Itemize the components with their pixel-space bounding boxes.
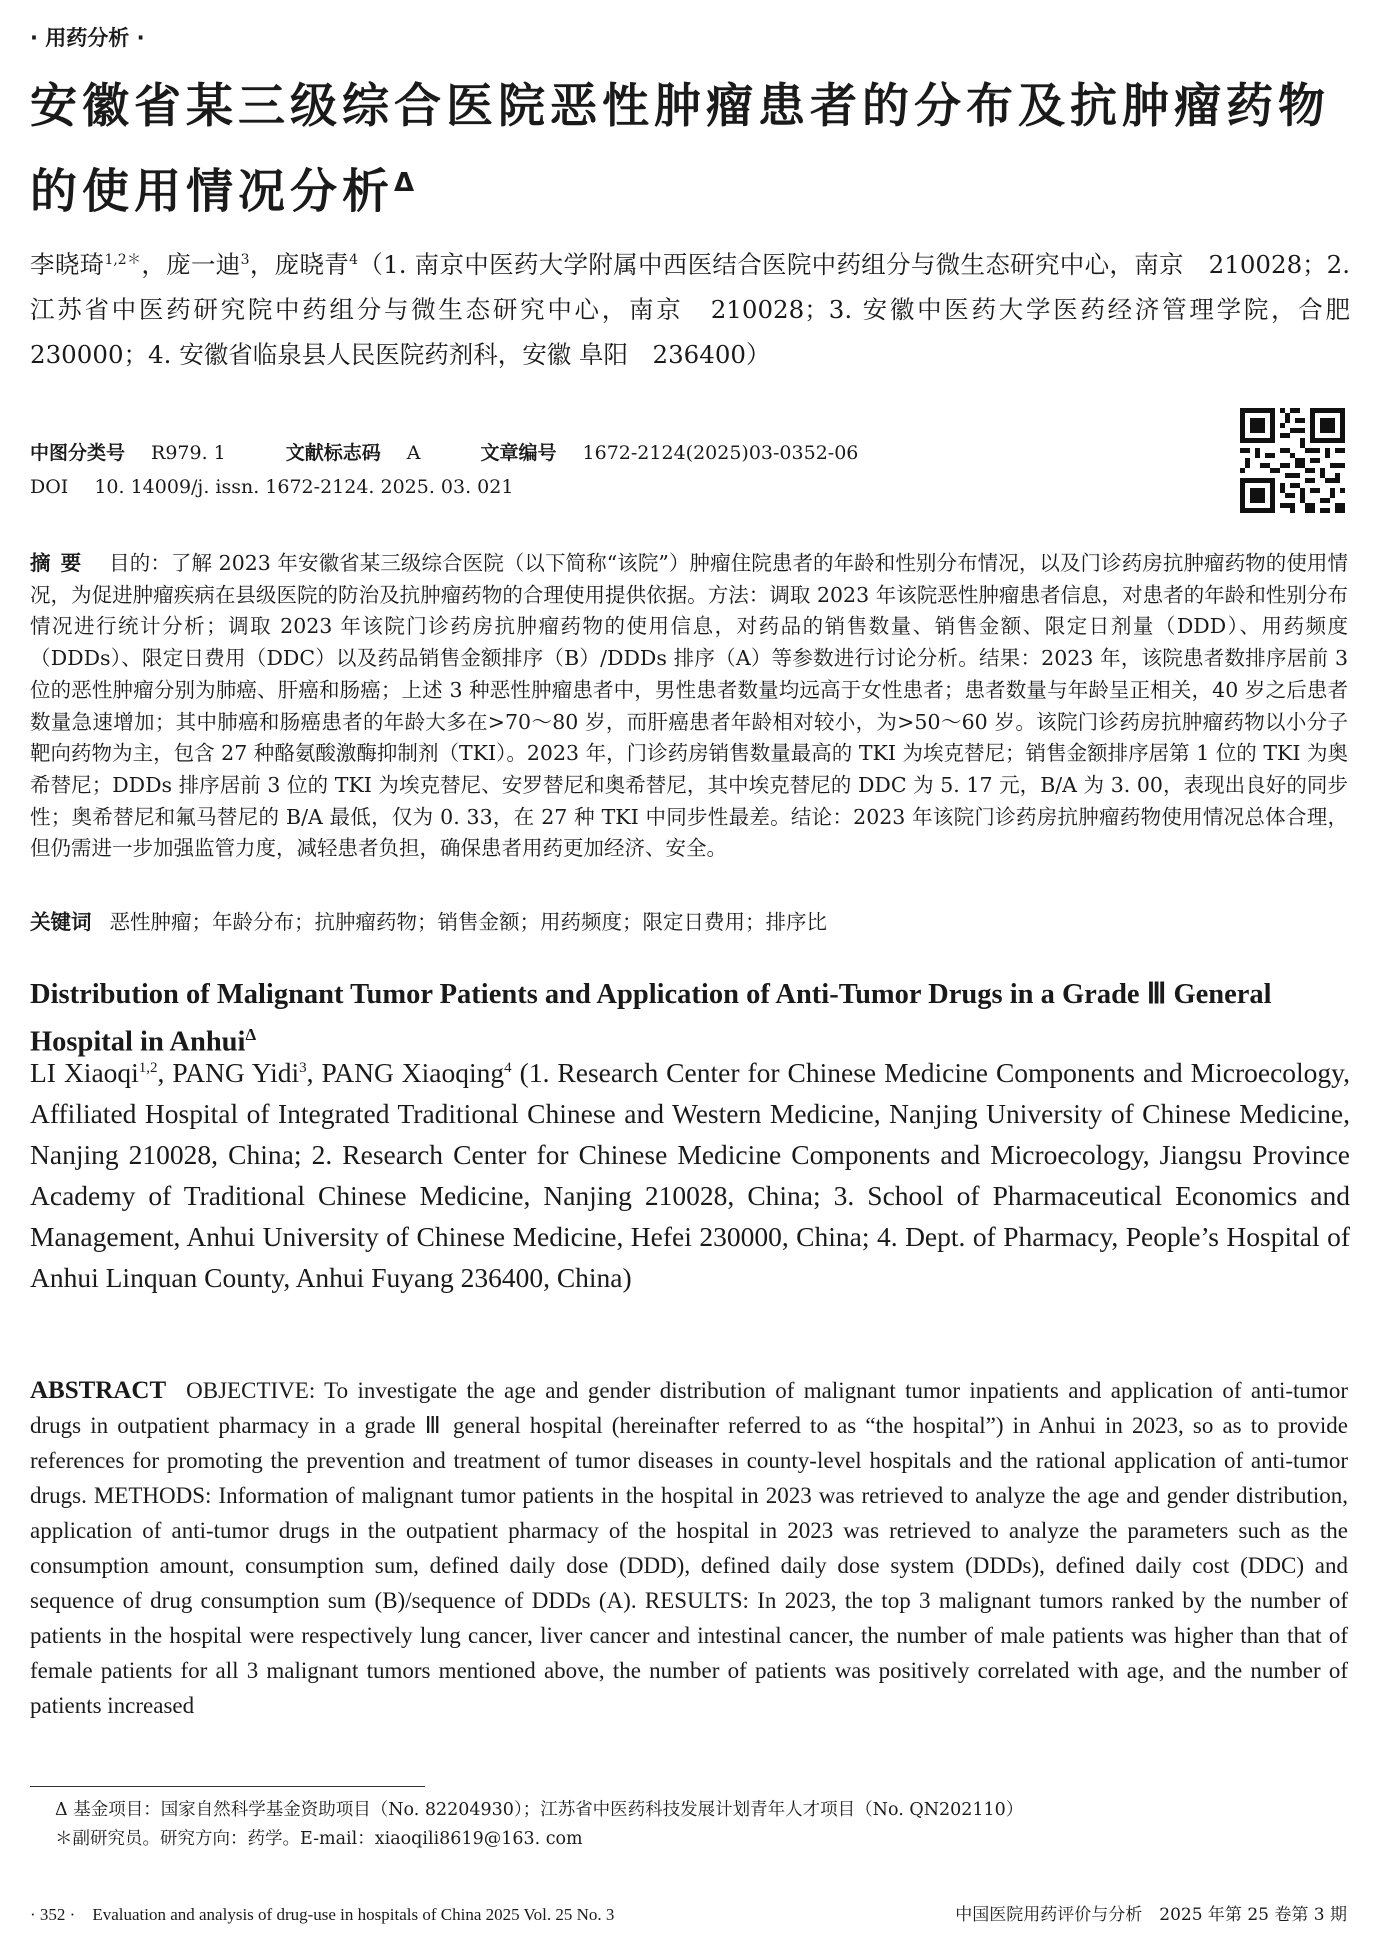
footer-left: · 352 · Evaluation and analysis of drug-use in hospitals of China 2025 Vol. 25 No. 3 (30, 1905, 615, 1924)
author-2-cn-sup: 3 (240, 252, 250, 268)
author-3-en-sup: 4 (504, 1060, 512, 1076)
clc-label: 中图分类号 (30, 442, 126, 464)
title-en-footnote-mark: Δ (245, 1025, 257, 1044)
title-cn-footnote-mark: Δ (394, 168, 420, 198)
footnote-divider (30, 1786, 425, 1787)
author-1-cn-sup: 1,2＊ (104, 252, 142, 268)
author-2-en-sup: 3 (299, 1060, 307, 1076)
article-no-label: 文章编号 (480, 442, 557, 464)
article-title-cn (30, 68, 1350, 231)
doc-code-value: A (406, 442, 421, 464)
keywords-cn-text: 恶性肿瘤；年龄分布；抗肿瘤药物；销售金额；用药频度；限定日费用；排序比 (109, 910, 827, 934)
affiliations-en: (1. Research Center for Chinese Medicine Components and Microecology, Affiliated Hospital of Integrated Traditional Chinese and Western Medicine, Nanjing University of Chinese Medicine, Nanjing 210028, China; 2. Research Center for Chinese Medicine Components and Microecology, Jiangsu Province Academy of Traditional Chinese Medicine, Nanjing 210028, China; 3. School of Pharmaceutical Economics and Management, Anhui University of Chinese Medicine, Hefei 230000, China; 4. Dept. of Pharmacy, People’s Hospital of Anhui Linquan County, Anhui Fuyang 236400, China) (30, 1057, 1351, 1294)
author-3-cn: ，庞晓青 (249, 250, 350, 280)
authors-cn (30, 238, 1375, 377)
doi-line (30, 476, 513, 498)
author-1-en-sup: 1,2 (138, 1060, 158, 1076)
footer-right: 中国医院用药评价与分析 2025 年第 25 卷第 3 期 (955, 1905, 1347, 1925)
abstract-en-label: ABSTRACT (30, 1377, 167, 1404)
funding-footnote: Δ 基金项目：国家自然科学基金资助项目（No. 82204930）；江苏省中医药科技发展计划青年人才项目（No. QN202110） (55, 1800, 1024, 1820)
abstract-cn-text: 目的：了解 2023 年安徽省某三级综合医院（以下简称“该院”）肿瘤住院患者的年龄和性别分布情况，以及门诊药房抗肿瘤药物的使用情况，为促进肿瘤疾病在县级医院的防治及抗肿瘤药物的合理使用提供依据。方法：调取 2023 年该院恶性肿瘤患者信息，对患者的年龄和性别分布情况进行统计分析；调取 2023 年该院门诊药房抗肿瘤药物的使用信息，对药品的销售数量、销售金额、限定日剂量（DDD）、用药频度（DDDs）、限定日费用（DDC）以及药品销售金额排序（B）/DDDs 排序（A）等参数进行讨论分析。结果：2023 年，该院患者数排序居前 3 位的恶性肿瘤分别为肺癌、肝癌和肠癌；上述 3 种恶性肿瘤患者中，男性患者数量均远高于女性患者；患者数量与年龄呈正相关，40 岁之后患者数量急速增加；其中肺癌和肠癌患者的年龄大多在>70～80 岁，而肝癌患者年龄相对较小，为>50～60 岁。该院门诊药房抗肿瘤药物以小分子靶向药物为主，包含 27 种酪氨酸激酶抑制剂（TKI）。2023 年，门诊药房销售数量最高的 TKI 为埃克替尼；销售金额排序居第 1 位的 TKI 为奥希替尼；DDDs 排序居前 3 位的 TKI 为埃克替尼、安罗替尼和奥希替尼，其中埃克替尼的 DDC 为 5. 17 元，B/A 为 3. 00，表现出良好的同步性；奥希替尼和氟马替尼的 B/A 最低，仅为 0. 33，在 27 种 TKI 中同步性最差。结论：2023 年该院门诊药房抗肿瘤药物使用情况总体合理，但仍需进一步加强监管力度，减轻患者负担，确保患者用药更加经济、安全。 (30, 551, 1349, 861)
qr-code-icon[interactable] (1240, 408, 1345, 513)
keywords-cn (30, 905, 1348, 935)
section-tag: · 用药分析 · (30, 26, 145, 50)
article-no-value: 1672-2124(2025)03-0352-06 (582, 442, 859, 464)
author-1-en: LI Xiaoqi (30, 1057, 139, 1089)
title-en-text: Distribution of Malignant Tumor Patients and Application of Anti-Tumor Drugs in a Grade Ⅲ General Hospital in Anhui (30, 979, 1272, 1058)
author-2-cn: ，庞一迪 (141, 250, 241, 280)
title-cn-text: 安徽省某三级综合医院恶性肿瘤患者的分布及抗肿瘤药物的使用情况分析 (30, 79, 1330, 220)
footnotes (55, 1796, 1023, 1854)
doc-code-label: 文献标志码 (285, 442, 381, 464)
author-3-cn-sup: 4 (349, 252, 359, 268)
author-2-en: , PANG Yidi (157, 1057, 300, 1089)
affiliations-cn: （1. 南京中医药大学附属中西医结合医院中药组分与微生态研究中心，南京 210028；2. 江苏省中医药研究院中药组分与微生态研究中心，南京 210028；3. 安徽中医药大学医药经济管理学院，合肥 230000；4. 安徽省临泉县人民医院药剂科，安徽 阜阳 236400） (30, 250, 1375, 370)
clc-value: R979. 1 (151, 442, 226, 464)
abstract-en (30, 1373, 1348, 1723)
classification-line (30, 438, 858, 465)
author-1-cn: 李晓琦 (30, 250, 105, 280)
doi-label: DOI (30, 476, 69, 498)
abstract-en-text: OBJECTIVE: To investigate the age and gender distribution of malignant tumor inpatients and application of anti-tumor drugs in outpatient pharmacy in a grade Ⅲ general hospital (hereinafter referred to as “the hospital”) in Anhui in 2023, so as to provide references for promoting the prevention and treatment of tumor diseases in county-level hospitals and the rational application of anti-tumor drugs. METHODS: Information of malignant tumor patients in the hospital in 2023 was retrieved to analyze the age and gender distribution, application of anti-tumor drugs in the outpatient pharmacy of the hospital in 2023 was retrieved to analyze the parameters such as the consumption amount, consumption sum, defined daily dose (DDD), defined daily dose system (DDDs), defined daily cost (DDC) and sequence of drug consumption sum (B)/sequence of DDDs (A). RESULTS: In 2023, the top 3 malignant tumors ranked by the number of patients in the hospital were respectively lung cancer, liver cancer and intestinal cancer, the number of male patients was higher than that of female patients for all 3 malignant tumors mentioned above, the number of patients was positively correlated with age, and the number of patients increased (30, 1378, 1348, 1718)
keywords-cn-label: 关键词 (30, 910, 92, 934)
corresponding-footnote: ＊副研究员。研究方向：药学。E-mail：xiaoqili8619@163. com (55, 1829, 583, 1849)
abstract-cn (30, 548, 1348, 865)
authors-en (30, 1048, 1350, 1298)
author-3-en: , PANG Xiaoqing (306, 1057, 505, 1089)
doi-value[interactable]: 10. 14009/j. issn. 1672-2124. 2025. 03. 021 (94, 476, 514, 498)
abstract-cn-label: 摘要 (30, 551, 92, 575)
